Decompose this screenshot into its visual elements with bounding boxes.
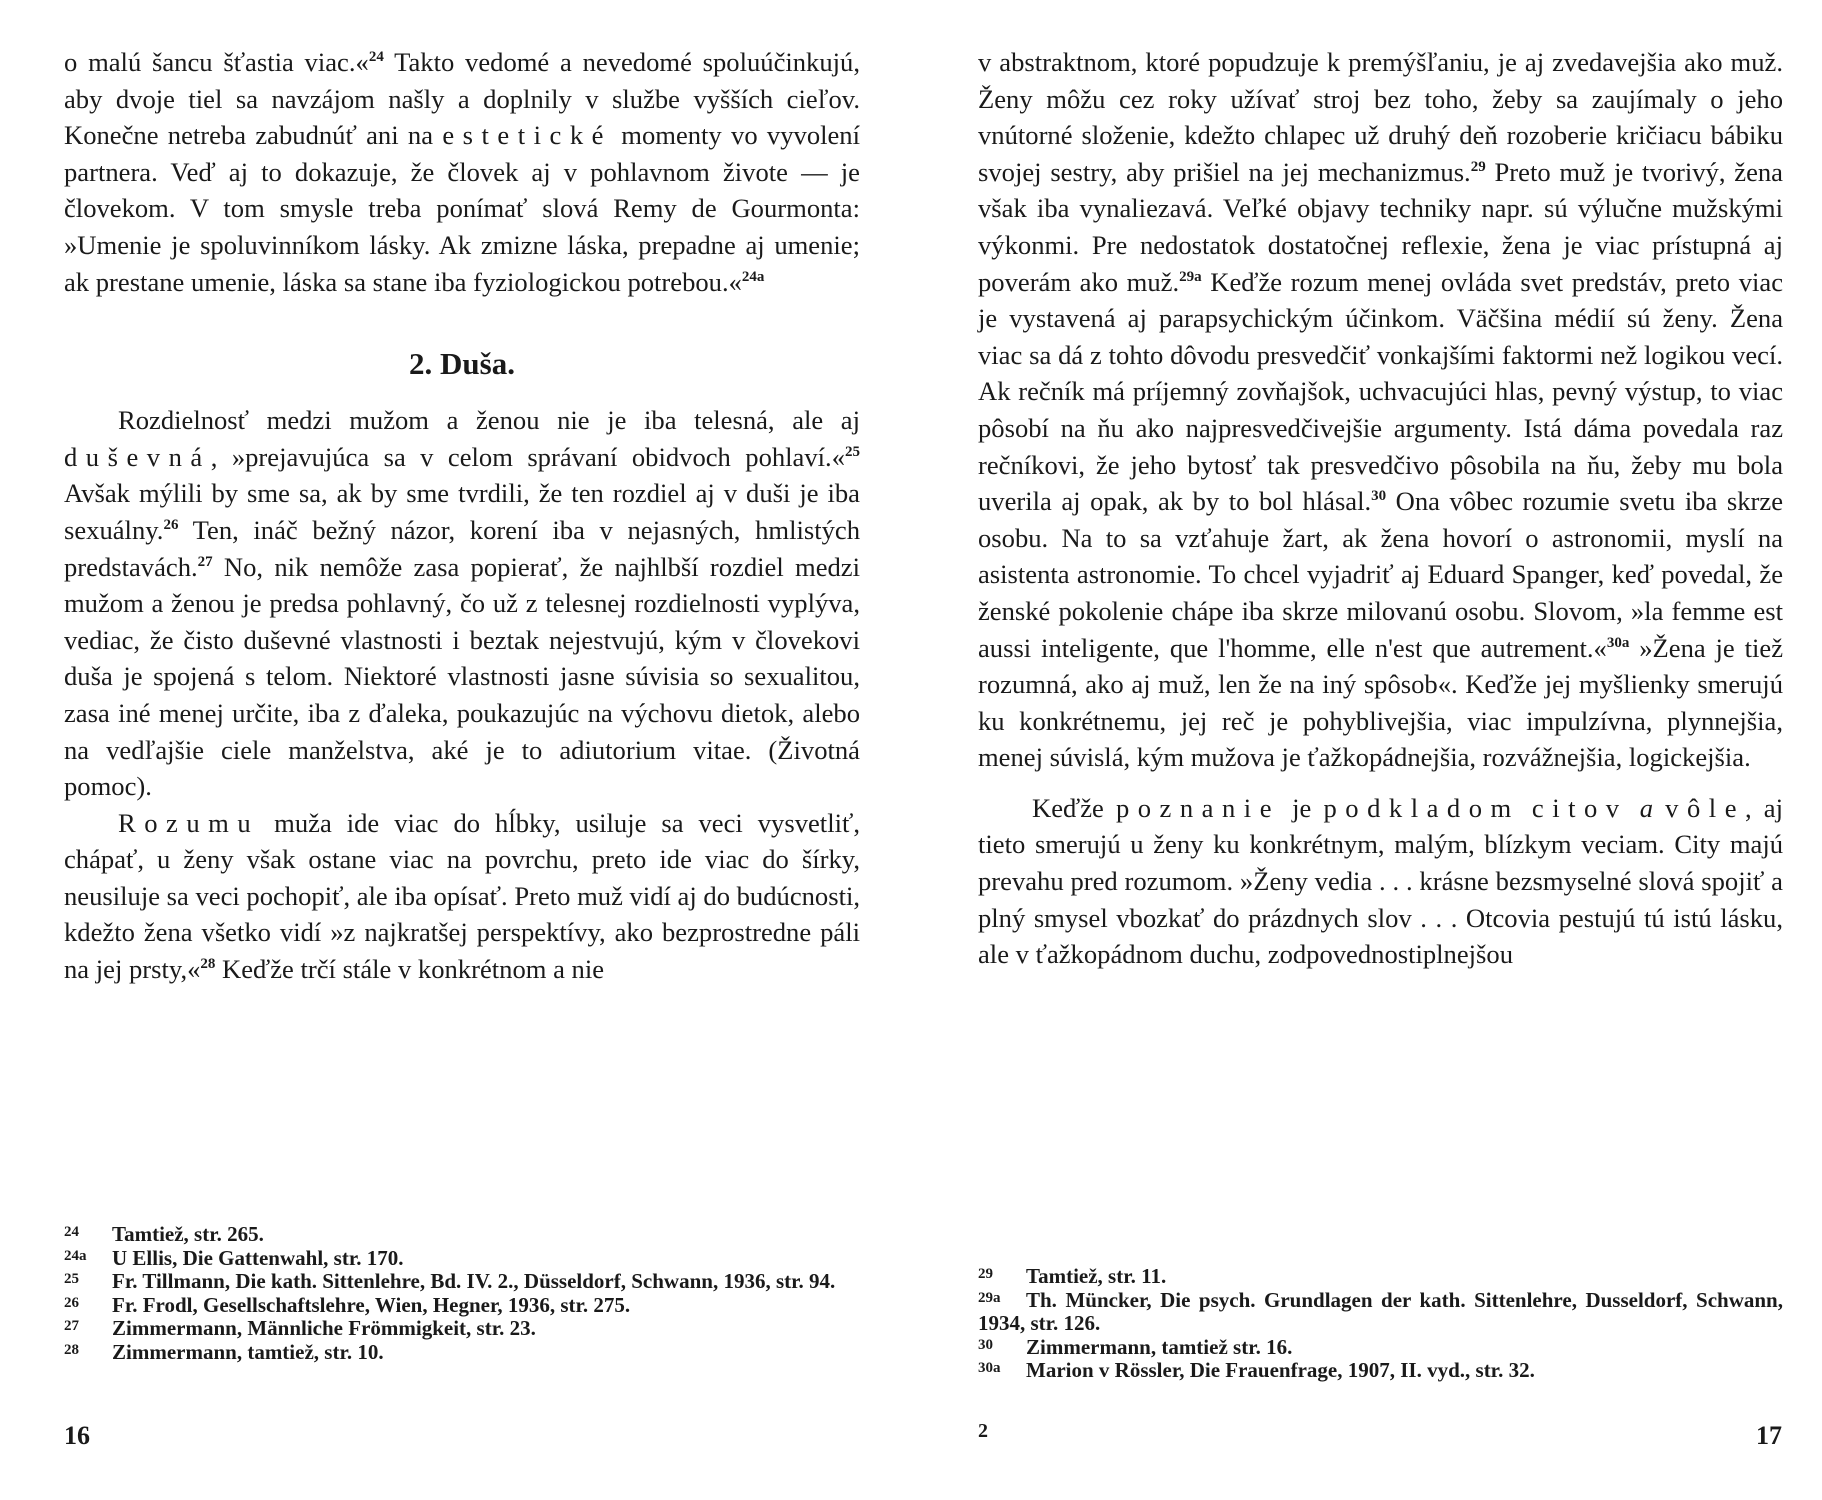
text-run — [1520, 793, 1532, 823]
intro-paragraph — [64, 44, 860, 300]
footnote-ref: 25 — [845, 443, 860, 460]
footnote — [978, 1289, 1783, 1336]
footnote — [64, 1247, 860, 1271]
left-text-column — [64, 44, 860, 988]
footnote-text: Fr. Frodl, Gesellschaftslehre, Wien, Hegner, 1936, str. 275. — [112, 1292, 631, 1317]
footnote-text: Zimmermann, Männliche Frömmigkeit, str. 23. — [112, 1316, 536, 1340]
footnote-text: Zimmermann, tamtiež str. 16. — [1026, 1334, 1293, 1359]
text-run: »Žena je tiež rozumná, ako aj muž, len že na iný spôsob«. Keďže jej myšlienky smerujú ku konkrétnemu, jej reč je pohyblivejšia, viac impulzívna, plynnejšia, menej súvislá, kým mužova je ťažkopádnejšia, rozvážnejšia, logickejšia. — [978, 632, 1783, 773]
text-run: a — [1627, 792, 1666, 823]
footnote-number: 29 — [978, 1266, 993, 1282]
text-run: Ten, ináč bežný názor, korení iba v nejasných, hmlistých predstavách. — [64, 514, 860, 582]
spaced-emphasis: podkladom — [1323, 792, 1520, 823]
spaced-emphasis: duševná — [64, 441, 211, 472]
text-run: Preto muž je tvorivý, žena však iba vynaliezavá. Veľké objavy techniky napr. sú výlučne mužskými výkonmi. Pre nedostatok dostatočnej reflexie, žena je viac prístupná aj poverám ako muž. — [978, 156, 1783, 297]
text-run: , aj tieto smerujú u ženy ku konkrétnym, malým, blízkym veciam. City majú prevahu pred rozumom. »Ženy vedia . . . krásne bezsmyselné slová spojiť a plný smysel vbozkať do prázdnych slov . . . Otcovia pestujú tú istú lásku, ale v ťažkopádnom duchu, zodpovednostiplnejšou — [978, 792, 1783, 970]
text-run: Rozdielnosť medzi mužom a ženou nie je iba telesná, ale aj — [118, 405, 860, 436]
signature-mark: 2 — [978, 1420, 988, 1442]
footnote-number: 30 — [978, 1336, 993, 1353]
spaced-emphasis: citov — [1531, 792, 1628, 823]
text-run: Avšak mýlili by sme sa, ak by sme tvrdili, že ten rozdiel aj v duši je iba sexuálny. — [64, 478, 860, 545]
footnote-text: Fr. Tillmann, Die kath. Sittenlehre, Bd. IV. 2., Düsseldorf, Schwann, 1936, str. 94. — [112, 1269, 836, 1293]
footnote-number: 24 — [64, 1224, 79, 1240]
footnote-ref: 30 — [1371, 488, 1387, 505]
footnote — [64, 1270, 860, 1294]
text-run: o malú šancu šťastia viac.« — [64, 47, 369, 77]
footnote — [64, 1341, 860, 1365]
footnote-text: Th. Müncker, Die psych. Grundlagen der kath. Sittenlehre, Dusseldorf, Schwann, 1934, str. 126. — [978, 1287, 1783, 1335]
spaced-emphasis: estetické — [442, 120, 612, 151]
footnote-ref: 30a — [1606, 634, 1630, 651]
footnote — [64, 1294, 860, 1318]
footnote-number: 24a — [64, 1247, 87, 1264]
footnote-ref: 24a — [741, 268, 765, 285]
text-run: muža ide viac do hĺbky, usiluje sa veci vysvetliť, chápať, u ženy však ostane viac na povrchu, preto ide viac do šírky, neusiluje sa veci pochopiť, ale iba opísať. Preto muž vidí aj do budúcnosti, kdežto žena všetko vidí »z najkratšej perspektívy, ako bezprostredne páli na jej prsty,« — [64, 807, 860, 985]
footnote-ref: 29a — [1179, 268, 1202, 285]
spaced-emphasis: vôle — [1665, 792, 1746, 823]
text-run: momenty vo vyvolení partnera. Veď aj to dokazuje, že človek aj v pohlavnom živote — je človekom. V tom smysle treba ponímať slová Remy de Gourmonta: »Umenie je spoluvinníkom lásky. Ak zmizne láska, prepadne aj umenie; ak prestane umenie, láska sa stane iba fyziologickou potrebou.« — [64, 120, 860, 297]
footnote — [978, 1336, 1783, 1360]
footnote-number: 28 — [64, 1341, 79, 1358]
section-heading: 2. Duša. — [409, 346, 515, 382]
text-run: Ona vôbec rozumie svetu iba skrze osobu. Na to sa vzťahuje žart, ak žena hovorí o astronomii, myslí na asistenta astronomie. To chcel vyjadriť aj Eduard Spanger, keď povedal, že ženské pokolenie chápe iba skrze milovanú osobu. Slovom, »la femme est aussi inteligente, que l'homme, elle n'est que autrement.« — [978, 486, 1783, 663]
text-run: Keďže rozum menej ovláda svet predstáv, preto viac je vystavená aj parapsychickým účinkom. Väčšina médií sú ženy. Žena viac sa dá z tohto dôvodu presvedčiť vonkajšími faktormi než logikou vecí. Ak rečník má príjemný zovňajšok, uchvacujúci hlas, pevný výstup, to viac pôsobí na ňu ako najpresvedčivejšie argumenty. Istá dáma povedala raz rečníkovi, že jeho bytosť tak presvedčivo pôsobila na ňu, žeby mu bola uverila aj opak, ak by to bol hlásal. — [978, 266, 1783, 517]
paragraph-rozum — [64, 805, 860, 988]
footnote-text: Marion v Rössler, Die Frauenfrage, 1907, II. vyd., str. 32. — [1026, 1358, 1535, 1382]
paragraph-continuation — [978, 44, 1783, 776]
footnote-ref: 29 — [1470, 158, 1486, 175]
page-number: 17 — [1756, 1421, 1782, 1450]
text-run: je — [1280, 792, 1324, 823]
right-page — [911, 0, 1822, 1500]
footnote-ref: 24 — [368, 49, 384, 66]
spaced-emphasis: Rozumu — [118, 807, 260, 838]
right-footnotes — [978, 1265, 1783, 1383]
footnote-number: 26 — [64, 1294, 79, 1311]
text-run: Keďže — [1032, 792, 1116, 823]
footnote-text: U Ellis, Die Gattenwahl, str. 170. — [112, 1245, 404, 1270]
footnote-ref: 28 — [200, 956, 216, 973]
left-footnotes — [64, 1223, 860, 1364]
right-text-column — [978, 44, 1783, 973]
footnote — [978, 1265, 1783, 1289]
text-run: Keďže trčí stále v konkrétnom a nie — [215, 954, 605, 985]
page-number: 16 — [64, 1421, 90, 1450]
footnote-text: Tamtiež, str. 11. — [1026, 1264, 1167, 1288]
paragraph-poznanie — [978, 790, 1783, 973]
footnote-text: Zimmermann, tamtiež, str. 10. — [112, 1339, 384, 1364]
spaced-emphasis: poznanie — [1115, 792, 1281, 823]
footnote-ref: 26 — [163, 517, 179, 534]
footnote-number: 29a — [978, 1289, 1001, 1306]
footnote — [64, 1223, 860, 1247]
footnote-number: 25 — [64, 1271, 79, 1287]
text-run: Takto vedomé a nevedomé spoluúčinkujú, aby dvoje tiel sa navzájom našly a doplnily v službe vyšších cieľov. Konečne netreba zabudnúť ani na — [64, 47, 860, 151]
paragraph-rozdielnost — [64, 402, 860, 805]
footnote-number: 27 — [64, 1318, 79, 1334]
text-run: v abstraktnom, ktoré popudzuje k premýšľaniu, je aj zvedavejšia ako muž. Ženy môžu cez roky užívať stroj bez toho, žeby sa zaujímaly o jeho vnútorné složenie, kdežto chlapec už druhý deň rozoberie kričiacu bábiku svojej sestry, aby prišiel na jej mechanizmus. — [978, 47, 1783, 187]
text-run: No, nik nemôže zasa popierať, že najhlbší rozdiel medzi mužom a ženou je predsa pohlavný, čo už z telesnej rozdielnosti vyplýva, vediac, že čisto duševné vlastnosti i beztak nejestvujú, kým v človekovi duša je spojená s telom. Niektoré vlastnosti jasne súvisia so sexualitou, zasa iné menej určite, iba z ďaleka, poukazujúc na výchovu dietok, alebo na vedľajšie ciele manželstva, aké je to adiutorium vitae. (Životná pomoc). — [64, 551, 860, 802]
footnote-ref: 27 — [197, 553, 213, 570]
footnote-text: Tamtiež, str. 265. — [112, 1222, 264, 1246]
text-run: , »prejavujúca sa v celom správaní obidvoch pohlaví.« — [210, 441, 845, 472]
footnote — [64, 1317, 860, 1341]
footnote — [978, 1359, 1783, 1383]
footnote-number: 30a — [978, 1360, 1001, 1376]
